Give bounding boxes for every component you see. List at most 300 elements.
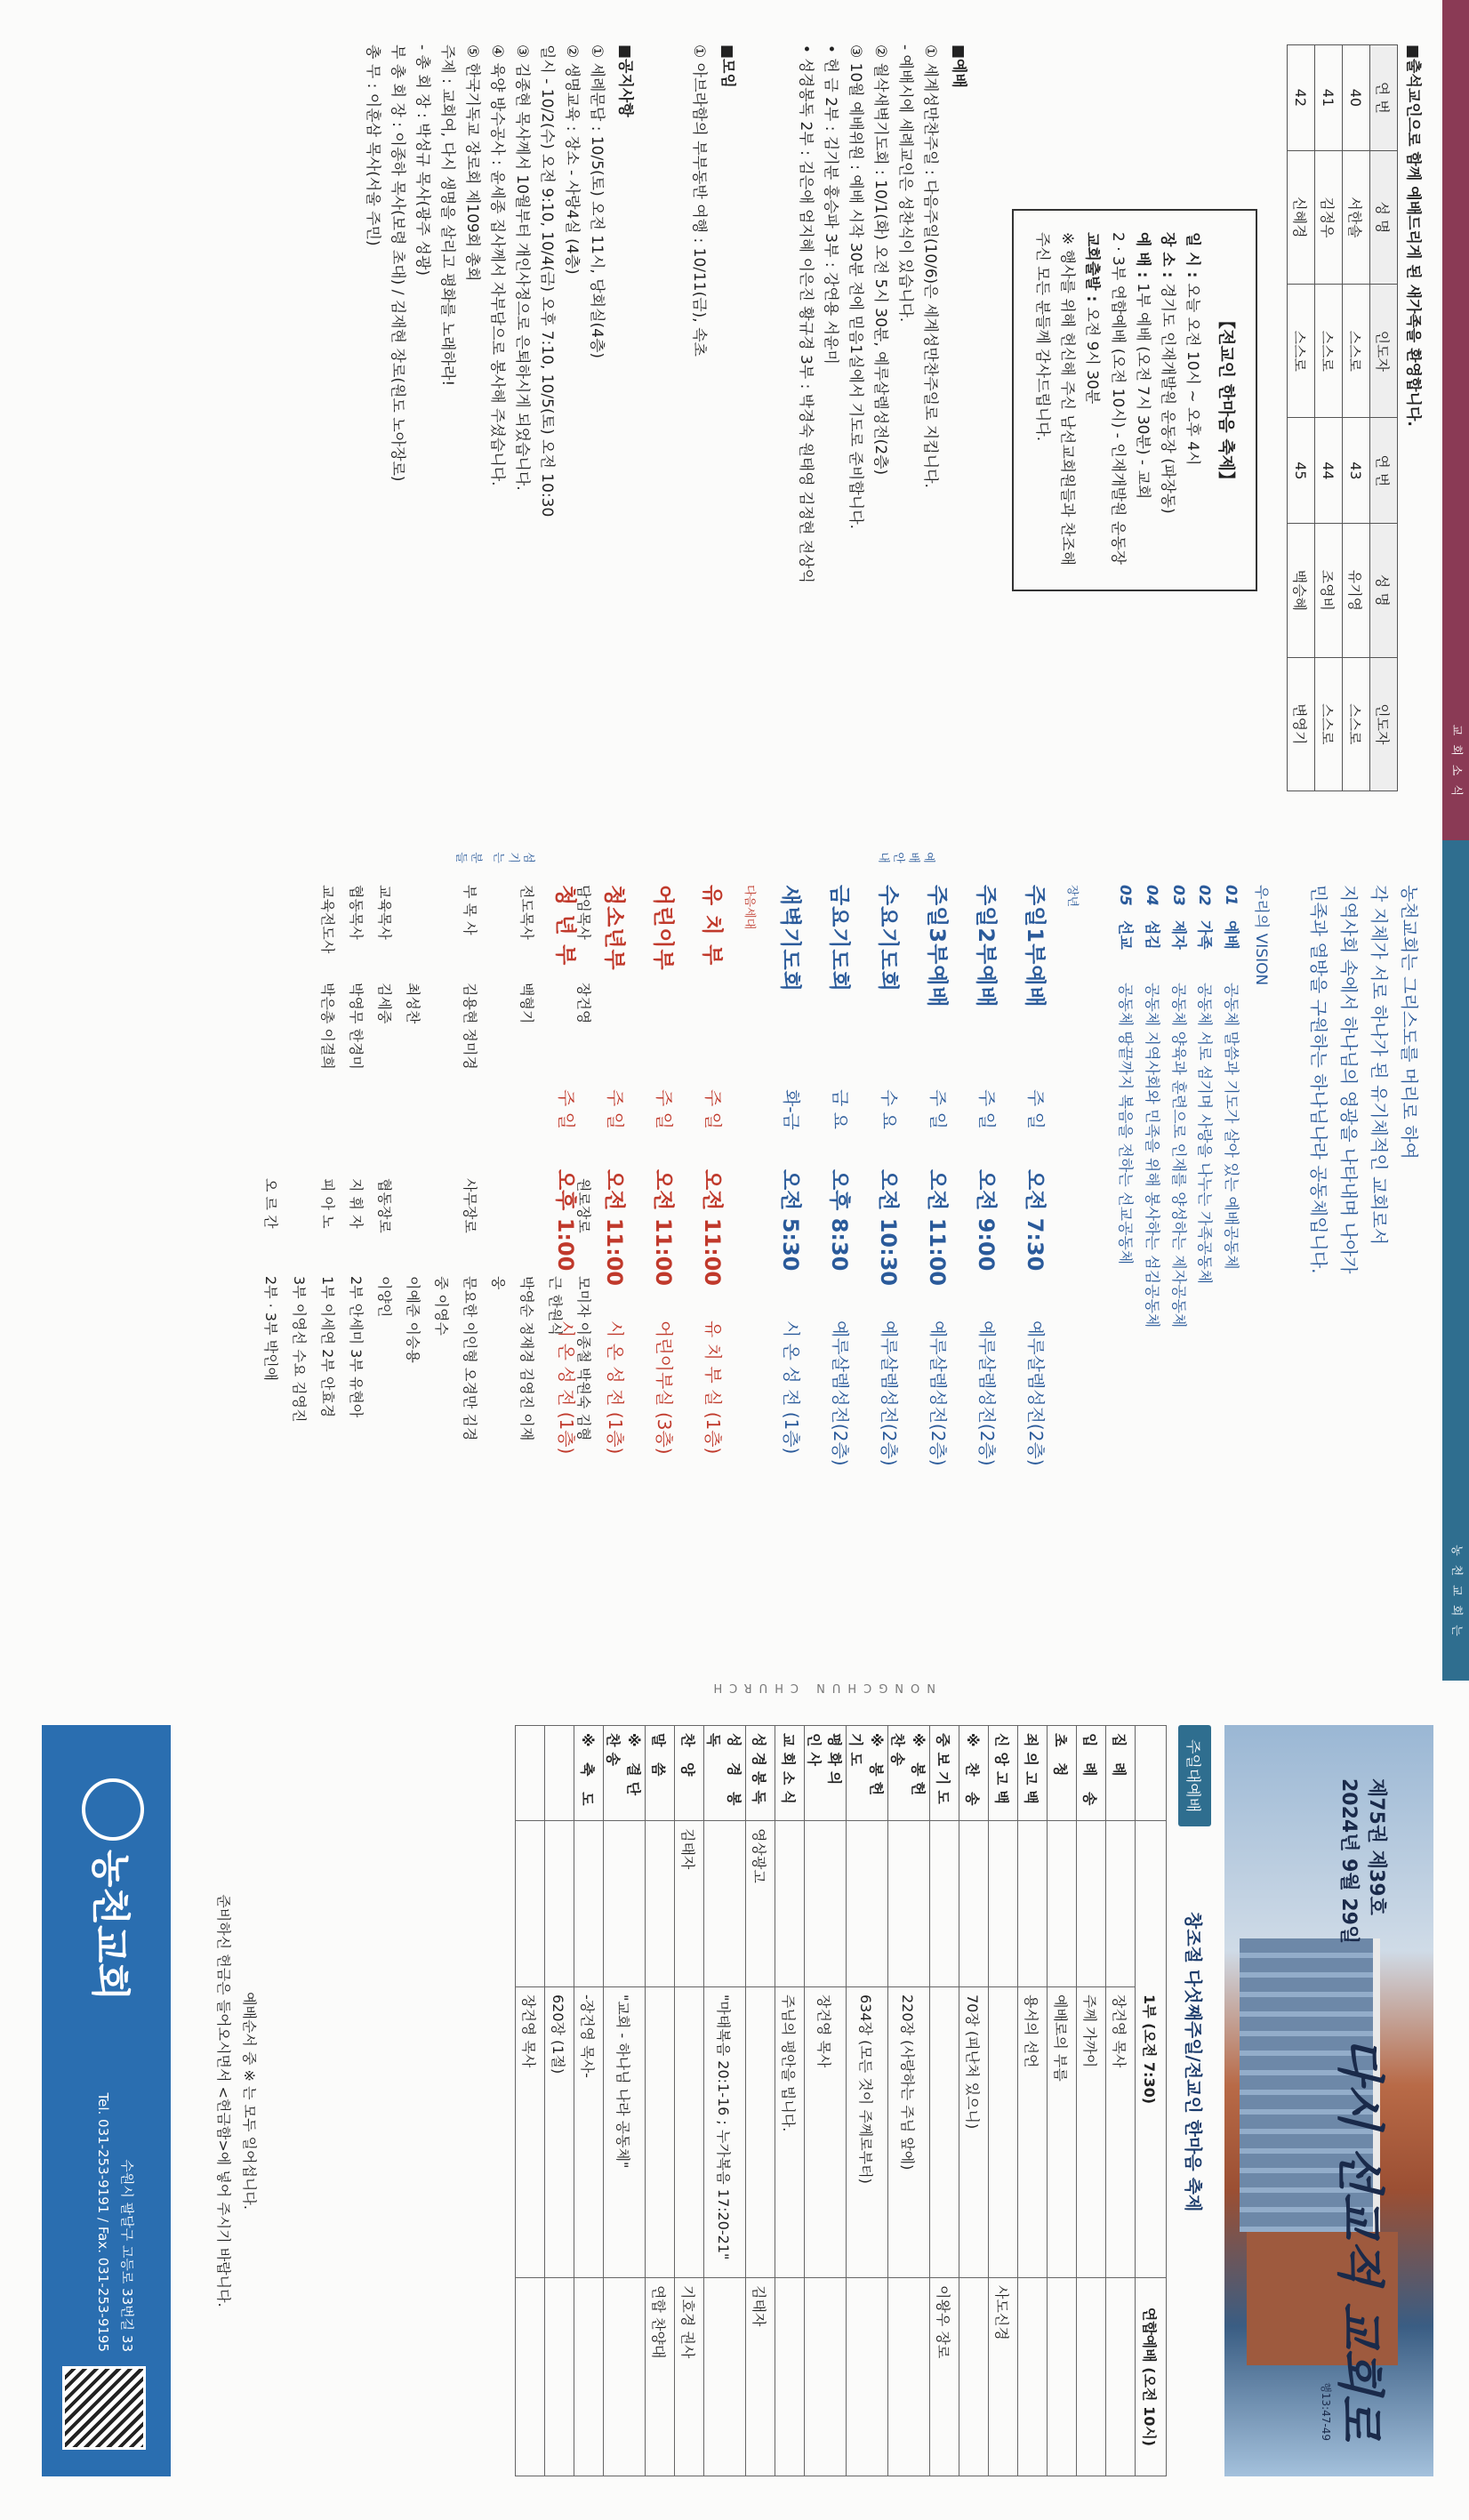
schedule-row xyxy=(817,885,866,1636)
table-header-cell: 인도자 xyxy=(1370,285,1398,418)
order-detail: 620장 (1절) xyxy=(545,1987,574,2278)
order-detail: 220장 (사랑하는 주님 앞에) xyxy=(888,1987,930,2278)
order-detail: 용서의 선언 xyxy=(1018,1987,1048,2278)
schedule-day: 주 일 xyxy=(976,1089,998,1129)
vision-desc: 공동체 말씀과 기도가 살아 있는 예배공동체 xyxy=(1222,983,1240,1270)
order-detail: 영상광고 xyxy=(746,1821,775,1987)
order-row xyxy=(775,1726,805,2476)
schedule-name: 주일3부예배 xyxy=(925,885,950,1008)
festival-line xyxy=(1030,232,1080,568)
service-header xyxy=(1178,1725,1211,2476)
vision-number: 01 xyxy=(1222,885,1240,906)
staff-cell xyxy=(285,983,313,1178)
table-cell: 김정우 xyxy=(1315,150,1343,284)
vision-list xyxy=(1112,885,1274,1636)
staff-cell: 피 아 노 xyxy=(319,1178,336,1229)
order-detail xyxy=(1048,2278,1077,2476)
news-band xyxy=(1442,0,1469,840)
staff-row xyxy=(341,885,370,1636)
order-detail xyxy=(989,1821,1018,1987)
order-item: ※ 결단찬송 xyxy=(604,1726,646,1821)
notice-section xyxy=(359,44,638,796)
order-detail xyxy=(516,1821,545,1987)
order-item: 교회소식 xyxy=(775,1726,805,1821)
table-cell: 스스로 xyxy=(1288,285,1315,418)
schedule-place: 시 온 성 전 (1층) xyxy=(781,1320,802,1455)
footnote-line: 예배순서 중 ※ 는 모두 일어섭니다. xyxy=(241,1992,258,2210)
festival-line-label: 장 소 : xyxy=(1158,232,1176,284)
table-cell: 스스로 xyxy=(1343,657,1370,791)
order-detail: 기호경 권사 xyxy=(675,2278,704,2476)
table-header-cell: 성 명 xyxy=(1370,524,1398,657)
order-item: ※ 찬 송 xyxy=(959,1726,989,1821)
schedule-place: 어린이부실 (3층) xyxy=(654,1320,675,1455)
schedule-name: 수요기도회 xyxy=(876,885,901,992)
order-col1: 1부 (오전 7:30) xyxy=(1136,1821,1167,2278)
order-detail xyxy=(1048,1821,1077,1987)
festival-title: 【전교인 한마음 축제】 xyxy=(1216,311,1236,489)
order-row xyxy=(545,1726,574,2476)
cover-panel xyxy=(0,1681,1469,2520)
festival-line-label: 예 배 : xyxy=(1133,232,1152,284)
staff-cell: 장건영 xyxy=(575,983,592,1024)
table-row xyxy=(1343,45,1370,791)
schedule-row xyxy=(768,885,817,1636)
staff-row xyxy=(370,885,398,1636)
order-detail xyxy=(574,1821,604,1987)
staff-cell: 담임목사 xyxy=(575,885,592,940)
order-detail: 장건영 목사 xyxy=(516,1987,545,2278)
staff-cell: 김세중 xyxy=(376,983,393,1024)
cover-title: 다시 선교적 교회로 xyxy=(1332,2036,1389,2441)
order-row xyxy=(1018,1726,1048,2476)
order-item: 말 씀 xyxy=(646,1726,675,1821)
table-cell: 40 xyxy=(1343,45,1370,151)
worship-item: ③ 10월 예배위원 : 예배 시작 30분 전에 믿음1실에서 기도로 준비합니다. xyxy=(846,44,864,530)
schedule-row xyxy=(1013,885,1062,1636)
vision-item xyxy=(1191,885,1217,1636)
church-intro xyxy=(1304,885,1425,1636)
footnote-line: 준비하신 헌금은 들어오시면서 <헌금함>에 넣어 주시기 바랍니다. xyxy=(215,1894,233,2307)
vision-number: 03 xyxy=(1168,885,1187,906)
festival-lines xyxy=(1030,232,1204,568)
notice-item: ② 생명교육 : 장소 - 사랑4실 (4층) xyxy=(562,44,581,275)
schedule-time: 오전 5:30 xyxy=(778,1169,803,1272)
order-item: ※ 축 도 xyxy=(574,1726,604,1821)
order-detail: 장건영 목사 xyxy=(805,1987,847,2278)
order-detail xyxy=(847,2278,888,2476)
order-detail: 사도신경 xyxy=(989,2278,1018,2476)
vision-keyword: 제자 xyxy=(1168,920,1187,950)
table-row xyxy=(1288,45,1315,791)
church-english-name: NONGCHUN CHURCH xyxy=(706,1681,935,1694)
table-header-cell: 연 번 xyxy=(1370,45,1398,151)
table-cell: 41 xyxy=(1315,45,1343,151)
meeting-heading: ■모임 xyxy=(718,44,736,88)
order-detail xyxy=(805,2278,847,2476)
meeting-items xyxy=(686,44,711,796)
order-row xyxy=(1106,1726,1136,2476)
festival-line-label: 교회출발 : xyxy=(1083,232,1102,308)
staff-cell: 2부 안세미 3부 유현아 xyxy=(348,1276,365,1418)
order-item: ※ 봉헌기도 xyxy=(847,1726,888,1821)
schedule-name: 유 치 부 xyxy=(700,885,725,967)
schedule-place: 예루살렘성전(2층) xyxy=(1025,1320,1047,1466)
order-detail xyxy=(604,2278,646,2476)
newcomer-table-header xyxy=(1370,45,1398,791)
order-row xyxy=(516,1726,545,2476)
order-col2: 연합예배 (오전 10시) xyxy=(1136,2278,1167,2476)
table-cell: 스스로 xyxy=(1315,285,1343,418)
staff-cell: 협동장로 xyxy=(376,1178,393,1233)
order-row xyxy=(746,1726,775,2476)
vision-items xyxy=(1112,885,1244,1636)
church-photo xyxy=(1224,1725,1433,2476)
vision-number: 04 xyxy=(1143,885,1160,906)
staff-cell: 지 휘 자 xyxy=(348,1178,365,1229)
staff-cell: 이양인 xyxy=(376,1276,393,1318)
staff-cell: 박영순 정재경 김영진 이재웅 xyxy=(490,1276,535,1441)
vision-number: 05 xyxy=(1116,885,1135,906)
festival-line-value: 오전 9시 30분 xyxy=(1083,307,1102,405)
issue-info xyxy=(1334,1778,1389,1944)
staff-row xyxy=(427,885,484,1636)
schedule-name: 금요기도회 xyxy=(827,885,852,992)
table-cell: 45 xyxy=(1288,418,1315,524)
issue-number: 제75권 제39호 xyxy=(1365,1778,1387,1915)
info-band-label: 농천교회는 xyxy=(1449,1545,1463,1645)
order-row xyxy=(646,1726,675,2476)
staff-row xyxy=(256,885,285,1636)
order-detail xyxy=(775,2278,805,2476)
schedule-name: 청 년 부 xyxy=(553,885,578,967)
staff-cell: 1부 이세연 2부 안효경 xyxy=(319,1276,336,1418)
service-title: 창조절 다섯째주일/전교인 한마음 축제 xyxy=(1183,1912,1204,2212)
staff-cell: 교육목사 xyxy=(376,885,393,940)
vision-keyword: 선교 xyxy=(1116,920,1135,950)
vision-item xyxy=(1217,885,1244,1636)
adult-schedule xyxy=(768,885,1062,1636)
schedule-name: 청소년부 xyxy=(602,885,627,971)
schedule-time: 오후 1:00 xyxy=(553,1169,578,1272)
vision-item xyxy=(1137,885,1164,1636)
order-item: 찬 양 xyxy=(675,1726,704,1821)
schedule-row xyxy=(866,885,915,1636)
staff-row xyxy=(313,885,341,1636)
table-row xyxy=(1315,45,1343,791)
order-row xyxy=(805,1726,847,2476)
schedule-name: 주일2부예배 xyxy=(974,885,999,1008)
order-item: 성 경 봉 독 xyxy=(704,1726,746,1821)
order-item: 신앙고백 xyxy=(989,1726,1018,1821)
schedule-row xyxy=(690,885,739,1636)
order-detail xyxy=(675,1987,704,2278)
order-detail xyxy=(646,1821,675,1987)
vision-desc: 공동체 서로 섬기며 사랑을 나누는 가족공동체 xyxy=(1195,983,1214,1285)
notice-item: 일시 - 10/2(수) 오전 9:10, 10/4(금) 오후 7:10, 10/5(토) 오전 10:30 xyxy=(537,44,556,518)
order-item: ※ 봉헌찬송 xyxy=(888,1726,930,1821)
festival-line-value: 1부 예배 (오전 7시 30분) - 교회 xyxy=(1133,283,1152,500)
festival-line-value: 2 · 3부 연합예배 (오전 10시) - 인재개발원 운동장 xyxy=(1108,232,1127,566)
order-detail: 장건영 목사 xyxy=(1106,1987,1136,2278)
order-detail xyxy=(847,1821,888,1987)
table-cell: 서한솔 xyxy=(1343,150,1370,284)
notice-item: ⑤ 한국기독교 장로회 제109회 총회 xyxy=(462,44,481,282)
schedule-time: 오전 9:00 xyxy=(974,1169,999,1272)
order-detail xyxy=(930,1821,959,1987)
staff-cell xyxy=(484,1178,541,1276)
staff-cell: 김용현 정미경 xyxy=(462,983,478,1070)
meeting-item: ① 아브라함의 부부동반 여행 : 10/11(금), 속초 xyxy=(689,44,708,357)
news-band-label: 교회소식 xyxy=(1449,724,1463,805)
church-brand-bar xyxy=(42,1725,171,2476)
schedule-time: 오전 11:00 xyxy=(602,1169,627,1287)
worship-item: • 헌 금 2부 : 김기분 홍승파 3부 : 강연용 서윤미 xyxy=(821,44,839,365)
order-item: 평화의 인사 xyxy=(805,1726,847,1821)
schedule-time: 오전 11:00 xyxy=(700,1169,725,1287)
vision-item xyxy=(1112,885,1138,1636)
order-item: 입 례 송 xyxy=(1077,1726,1106,1821)
order-detail xyxy=(888,2278,930,2476)
church-name: 농천교회 xyxy=(87,1850,132,2002)
table-cell: 43 xyxy=(1343,418,1370,524)
schedule-time: 오후 8:30 xyxy=(827,1169,852,1272)
staff-row xyxy=(541,885,598,1636)
order-row xyxy=(888,1726,930,2476)
worship-item: ② 월삭새벽기도회 : 10/1(화) 오전 5시 30분, 예루살렘성전(2층) xyxy=(871,44,889,476)
staff-cell xyxy=(285,885,313,983)
festival-line-label: 일 시 : xyxy=(1183,232,1201,284)
order-detail xyxy=(1077,2278,1106,2476)
notice-item: 주제 : 교회여, 다시 생명을 살리고 평화를 노래하라! xyxy=(437,44,456,387)
adult-label: 장년 xyxy=(1065,885,1079,908)
order-detail: 주께 가까이 xyxy=(1077,1987,1106,2278)
schedule-row xyxy=(915,885,964,1636)
order-of-service xyxy=(515,1725,1167,2476)
church-logo-icon xyxy=(82,1778,144,1841)
notice-item: ③ 김종현 목사께서 10월부터 개인사정으로 은퇴하시게 되었습니다. xyxy=(512,44,531,491)
order-detail: 주님의 평안을 빕니다. xyxy=(775,1987,805,2278)
order-item xyxy=(516,1726,545,1821)
staff-cell: 백형기 xyxy=(518,983,535,1024)
order-detail xyxy=(1106,2278,1136,2476)
order-detail xyxy=(1018,1821,1048,1987)
order-header xyxy=(1136,1726,1167,2476)
festival-line xyxy=(1080,232,1104,568)
meeting-section xyxy=(686,44,740,796)
order-detail: 김태자 xyxy=(675,1821,704,1987)
order-row xyxy=(847,1726,888,2476)
order-detail xyxy=(746,1987,775,2278)
order-row xyxy=(989,1726,1018,2476)
worship-section xyxy=(793,44,971,796)
vision-keyword: 예배 xyxy=(1222,920,1240,950)
order-detail: "마태복음 20:1-16 ; 누가복음 17:20-21" xyxy=(704,1987,746,2278)
order-row xyxy=(574,1726,604,2476)
table-cell: 변영기 xyxy=(1288,657,1315,791)
order-detail xyxy=(1018,2278,1048,2476)
vision-desc: 공동체 땅끝까지 복음을 전하는 선교공동체 xyxy=(1116,983,1135,1265)
schedule-row xyxy=(592,885,641,1636)
service-footnote xyxy=(210,1725,261,2476)
schedule-place: 예루살렘성전(2층) xyxy=(879,1320,900,1466)
intro-line: 민족과 열방을 구원하는 하나님나라 공동체입니다. xyxy=(1308,885,1329,1274)
staff-cell: 문요한 이인형 오경만 김경중 이영수 xyxy=(433,1276,478,1441)
order-detail: 634장 (모든 것이 주께로부터) xyxy=(847,1987,888,2278)
table-cell: 스스로 xyxy=(1315,657,1343,791)
table-header-cell: 연 번 xyxy=(1370,418,1398,524)
order-detail: -장건영 목사- xyxy=(574,1987,604,2278)
schedule-place: 유 치 부 실 (1층) xyxy=(702,1320,724,1455)
schedule-day: 수 요 xyxy=(879,1089,900,1129)
schedule-place: 예루살렘성전(2층) xyxy=(830,1320,851,1466)
festival-line xyxy=(1104,232,1129,568)
table-cell: 백승혜 xyxy=(1288,524,1315,657)
schedule-name: 새벽기도회 xyxy=(778,885,803,992)
vision-number: 02 xyxy=(1195,885,1214,906)
order-detail xyxy=(604,1821,646,1987)
staff-cell: 박은총 이결희 xyxy=(319,983,336,1070)
vision-item xyxy=(1164,885,1191,1636)
festival-line-value: ※ 행사를 위해 헌신해 주신 남선교회원들과 찬조해 주신 모든 분들께 감사드립니다. xyxy=(1033,232,1077,566)
issue-date: 2024년 9월 29일 xyxy=(1337,1778,1361,1945)
worship-schedule xyxy=(543,885,1082,1636)
notice-item: 부 총 회 장 : 이종하 목사(보령 초대) / 김재현 장로(원도 노아장로) xyxy=(388,44,406,482)
order-item: 집 례 xyxy=(1106,1726,1136,1821)
worship-guide-label: 예배안내 xyxy=(875,849,935,863)
staff-row xyxy=(484,885,541,1636)
order-row xyxy=(604,1726,646,2476)
schedule-day: 주 일 xyxy=(927,1089,949,1129)
order-row xyxy=(1077,1726,1106,2476)
intro-line: 농천교회는 그리스도를 머리로 하여 xyxy=(1399,885,1420,1160)
order-detail xyxy=(545,2278,574,2476)
schedule-place: 시 온 성 전 (1층) xyxy=(605,1320,626,1455)
order-detail xyxy=(775,1821,805,1987)
schedule-time: 오전 7:30 xyxy=(1023,1169,1048,1272)
schedule-time: 오전 10:30 xyxy=(876,1169,901,1287)
order-detail xyxy=(959,1821,989,1987)
schedule-name: 주일1부예배 xyxy=(1023,885,1048,1008)
schedule-name: 어린이부 xyxy=(651,885,676,971)
staff-cell xyxy=(256,983,285,1178)
staff-cell xyxy=(398,885,427,983)
order-row xyxy=(959,1726,989,2476)
staff-cell: 이예준 이승용 xyxy=(405,1276,421,1363)
table-cell: 스스로 xyxy=(1343,285,1370,418)
qr-code-icon xyxy=(62,2366,146,2450)
order-detail: 이왕우 장로 xyxy=(930,2278,959,2476)
vision-keyword: 섬김 xyxy=(1143,920,1160,950)
schedule-place: 시 온 성 전 (1층) xyxy=(556,1320,577,1455)
notice-items xyxy=(359,44,608,796)
schedule-place: 예루살렘성전(2층) xyxy=(976,1320,998,1466)
worship-items xyxy=(793,44,943,796)
staff-cell xyxy=(285,1178,313,1276)
order-detail xyxy=(1106,1821,1136,1987)
order-row xyxy=(1048,1726,1077,2476)
notice-item: ④ 육양 방수공사 : 윤세종 집사께서 자부담으로 봉사해 주셨습니다. xyxy=(487,44,506,486)
vision-keyword: 가족 xyxy=(1195,920,1214,950)
order-detail xyxy=(545,1821,574,1987)
schedule-day: 금 요 xyxy=(830,1089,851,1129)
table-cell: 유기영 xyxy=(1343,524,1370,657)
festival-line-value: 경기도 인재개발원 운동장 (파장동) xyxy=(1158,283,1176,514)
cover-title-ref: 행13:47-49 xyxy=(1320,2382,1332,2441)
schedule-day: 주 일 xyxy=(702,1089,724,1129)
order-row xyxy=(675,1726,704,2476)
staff-cell xyxy=(398,1178,427,1276)
schedule-day: 주 일 xyxy=(654,1089,675,1129)
staff-label: 섬기는 분들 xyxy=(452,849,535,863)
newcomer-table-body xyxy=(1288,45,1370,791)
schedule-day: 화-금 xyxy=(781,1089,802,1130)
service-pill: 주일대예배 xyxy=(1178,1725,1211,1826)
order-row xyxy=(704,1726,746,2476)
schedule-time: 오전 11:00 xyxy=(651,1169,676,1287)
staff-cell: 협동목사 xyxy=(348,885,365,940)
newcomer-table xyxy=(1287,44,1398,791)
vision-title: 우리의 VISION xyxy=(1252,885,1270,986)
order-detail: 70장 (피난처 있으니) xyxy=(959,1987,989,2278)
staff-cell: 모미자 이종철 박원숙 김형근 한원식 xyxy=(547,1276,592,1441)
schedule-place: 예루살렘성전(2층) xyxy=(927,1320,949,1466)
order-detail xyxy=(930,1987,959,2278)
staff-cell: 사무장로 xyxy=(462,1178,478,1233)
staff-cell: 오 르 간 xyxy=(262,1178,279,1229)
worship-item: - 예배시에 세례교인은 성찬식이 있습니다. xyxy=(895,44,914,323)
order-detail xyxy=(646,1987,675,2278)
order-item: 중보기도 xyxy=(930,1726,959,1821)
staff-cell: 원로장로 xyxy=(575,1178,592,1233)
next-gen-label: 다음세대 xyxy=(743,885,756,930)
festival-line-value: 오늘 오전 10시 ~ 오후 4시 xyxy=(1183,283,1201,466)
order-item: 초 청 xyxy=(1048,1726,1077,1821)
notice-item: - 총 회 장 : 박성규 목사(광주 성광) xyxy=(413,44,431,277)
table-cell: 44 xyxy=(1315,418,1343,524)
order-detail: 연합 찬양대 xyxy=(646,2278,675,2476)
order-detail xyxy=(516,2278,545,2476)
table-cell: 42 xyxy=(1288,45,1315,151)
info-band xyxy=(1442,840,1469,1681)
info-panel xyxy=(0,840,1469,1681)
festival-line xyxy=(1180,232,1205,568)
intro-line: 각 지체가 서로 하나가 된 유기체적인 교회로서 xyxy=(1369,885,1390,1246)
staff-cell: 교육전도사 xyxy=(319,885,336,954)
order-detail xyxy=(888,1821,930,1987)
schedule-row xyxy=(641,885,690,1636)
notice-heading: ■공지사항 xyxy=(616,44,634,117)
order-detail xyxy=(805,1821,847,1987)
church-tel: Tel. 031-253-9191 / Fax. 031-253-9195 xyxy=(95,2092,111,2352)
festival-line xyxy=(1130,232,1155,568)
staff-cell: 전도목사 xyxy=(518,885,535,940)
order-body xyxy=(516,1726,1136,2476)
order-row xyxy=(930,1726,959,2476)
schedule-time: 오전 11:00 xyxy=(925,1169,950,1287)
vision-desc: 공동체 지역사회와 민족을 위해 봉사하는 섬김공동체 xyxy=(1143,983,1160,1328)
order-item: 성경봉독 xyxy=(746,1726,775,1821)
schedule-day: 주 일 xyxy=(1025,1089,1047,1129)
table-header-cell: 성 명 xyxy=(1370,150,1398,284)
order-detail xyxy=(989,1987,1018,2278)
church-address: 수원시 팔달구 고등로 33번길 33 xyxy=(119,2159,135,2352)
order-detail: "교회 - 하나님 나라 공동체" xyxy=(604,1987,646,2278)
order-detail xyxy=(704,2278,746,2476)
notice-item: 총 무 : 이훈삼 목사(서울 주민) xyxy=(363,44,381,246)
staff-cell: 최성찬 xyxy=(405,983,421,1024)
order-detail xyxy=(1077,1821,1106,1987)
